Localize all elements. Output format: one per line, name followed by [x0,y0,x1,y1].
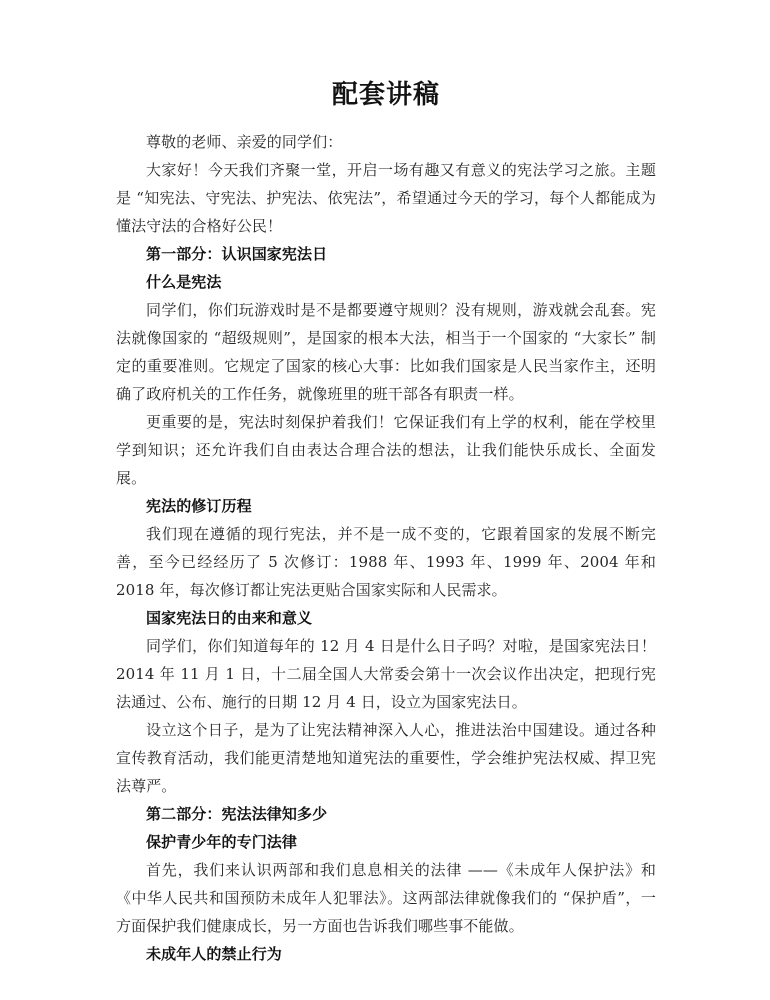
section-heading: 宪法的修订历程 [146,497,252,515]
body-paragraph: 更重要的是，宪法时刻保护着我们！它保证我们有上学的权利，能在学校里学到知识；还允许我们自由表达合理合法的想法，让我们能快乐成长、全面发展。 [116,413,656,487]
document-body [116,78,656,968]
section-heading: 第二部分：宪法法律知多少 [146,805,328,823]
document-blocks [116,128,656,968]
body-paragraph: 首先，我们来认识两部和我们息息相关的法律 ——《未成年人保护法》和《中华人民共和国预防未成年人犯罪法》。这两部法律就像我们的 “保护盾”，一方面保护我们健康成长，另一方面也告诉我们哪些事不能做。 [116,861,656,935]
section-heading: 未成年人的禁止行为 [146,945,282,963]
salutation: 尊敬的老师、亲爱的同学们： [146,133,343,151]
body-paragraph: 我们现在遵循的现行宪法，并不是一成不变的，它跟着国家的发展不断完善，至今已经经历了 5 次修订：1988 年、1993 年、1999 年、2004 年和 2018 年，每次修订都让宪法更贴合国家实际和人民需求。 [116,525,656,599]
body-paragraph: 大家好！今天我们齐聚一堂，开启一场有趣又有意义的宪法学习之旅。主题是 “知宪法、守宪法、护宪法、依宪法”，希望通过今天的学习，每个人都能成为懂法守法的合格好公民！ [116,161,656,235]
section-heading: 第一部分：认识国家宪法日 [146,245,328,263]
body-paragraph: 同学们，你们知道每年的 12 月 4 日是什么日子吗？对啦，是国家宪法日！2014 年 11 月 1 日，十二届全国人大常委会第十一次会议作出决定，把现行宪法通过、公布、施行的日期 12 月 4 日，设立为国家宪法日。 [116,637,656,711]
body-paragraph: 同学们，你们玩游戏时是不是都要遵守规则？没有规则，游戏就会乱套。宪法就像国家的 “超级规则”，是国家的根本大法，相当于一个国家的 “大家长” 制定的重要准则。它规定了国家的核心大事：比如我们国家是人民当家作主，还明确了政府机关的工作任务，就像班里的班干部各有职责一样。 [116,301,656,403]
page-title: 配套讲稿 [331,80,440,110]
section-heading: 国家宪法日的由来和意义 [146,609,313,627]
body-paragraph: 设立这个日子，是为了让宪法精神深入人心，推进法治中国建设。通过各种宣传教育活动，我们能更清楚地知道宪法的重要性，学会维护宪法权威、捍卫宪法尊严。 [116,721,656,795]
section-heading: 什么是宪法 [146,273,222,291]
section-heading: 保护青少年的专门法律 [146,833,298,851]
